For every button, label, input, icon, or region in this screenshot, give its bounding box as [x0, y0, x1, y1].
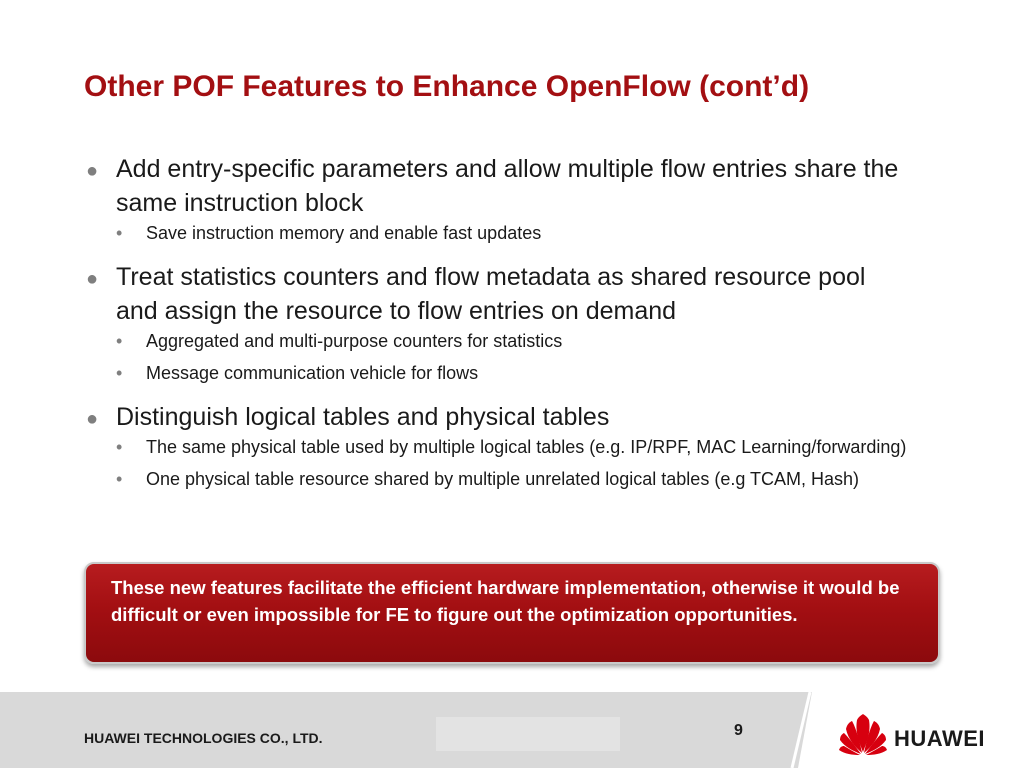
- huawei-logo: [838, 712, 998, 760]
- sub-bullet-item: [116, 435, 912, 460]
- company-name: HUAWEI TECHNOLOGIES CO., LTD.: [84, 730, 323, 746]
- callout-text: These new features facilitate the efficient hardware implementation, otherwise it would be difficult or even impossible for FE to figure out the optimization opportunities.: [111, 577, 900, 625]
- sub-bullet-item: [116, 329, 912, 354]
- sub-bullet-item: [116, 361, 912, 386]
- sub-bullet-text: The same physical table used by multiple logical tables (e.g. IP/RPF, MAC Learning/forwarding): [146, 437, 907, 457]
- gray-dot-bullet-icon: ●: [86, 408, 99, 430]
- bullet-text: Distinguish logical tables and physical tables: [116, 403, 610, 431]
- slide-title: Other POF Features to Enhance OpenFlow (cont’d): [84, 70, 810, 103]
- sub-bullet-item: [116, 467, 912, 492]
- footer-placeholder-box: [436, 717, 620, 751]
- bullet-item: [82, 260, 912, 386]
- small-dot-bullet-icon: •: [116, 363, 123, 383]
- bullet-text: Add entry-specific parameters and allow multiple flow entries share the same instruction block: [116, 155, 899, 217]
- sub-bullet-text: Aggregated and multi-purpose counters for statistics: [146, 331, 563, 351]
- sub-bullet-list: [116, 221, 912, 246]
- bullet-item: [82, 400, 912, 492]
- huawei-logo-text: HUAWEI: [894, 726, 985, 751]
- bullet-list: [82, 152, 912, 506]
- page-number: 9: [734, 722, 743, 739]
- huawei-flower-logo-icon: [838, 712, 888, 756]
- small-dot-bullet-icon: •: [116, 223, 123, 243]
- sub-bullet-text: One physical table resource shared by multiple unrelated logical tables (e.g TCAM, Hash): [146, 469, 860, 489]
- small-dot-bullet-icon: •: [116, 331, 123, 351]
- gray-dot-bullet-icon: ●: [86, 160, 99, 182]
- sub-bullet-list: [116, 435, 912, 492]
- bullet-item: [82, 152, 912, 246]
- sub-bullet-item: [116, 221, 912, 246]
- small-dot-bullet-icon: •: [116, 437, 123, 457]
- footer-divider-line: [788, 692, 812, 768]
- small-dot-bullet-icon: •: [116, 469, 123, 489]
- sub-bullet-text: Save instruction memory and enable fast updates: [146, 223, 542, 243]
- sub-bullet-text: Message communication vehicle for flows: [146, 363, 479, 383]
- bullet-text: Treat statistics counters and flow metadata as shared resource pool and assign the resource to flow entries on demand: [116, 263, 866, 325]
- callout-box: [84, 562, 940, 664]
- gray-dot-bullet-icon: ●: [86, 268, 99, 290]
- sub-bullet-list: [116, 329, 912, 386]
